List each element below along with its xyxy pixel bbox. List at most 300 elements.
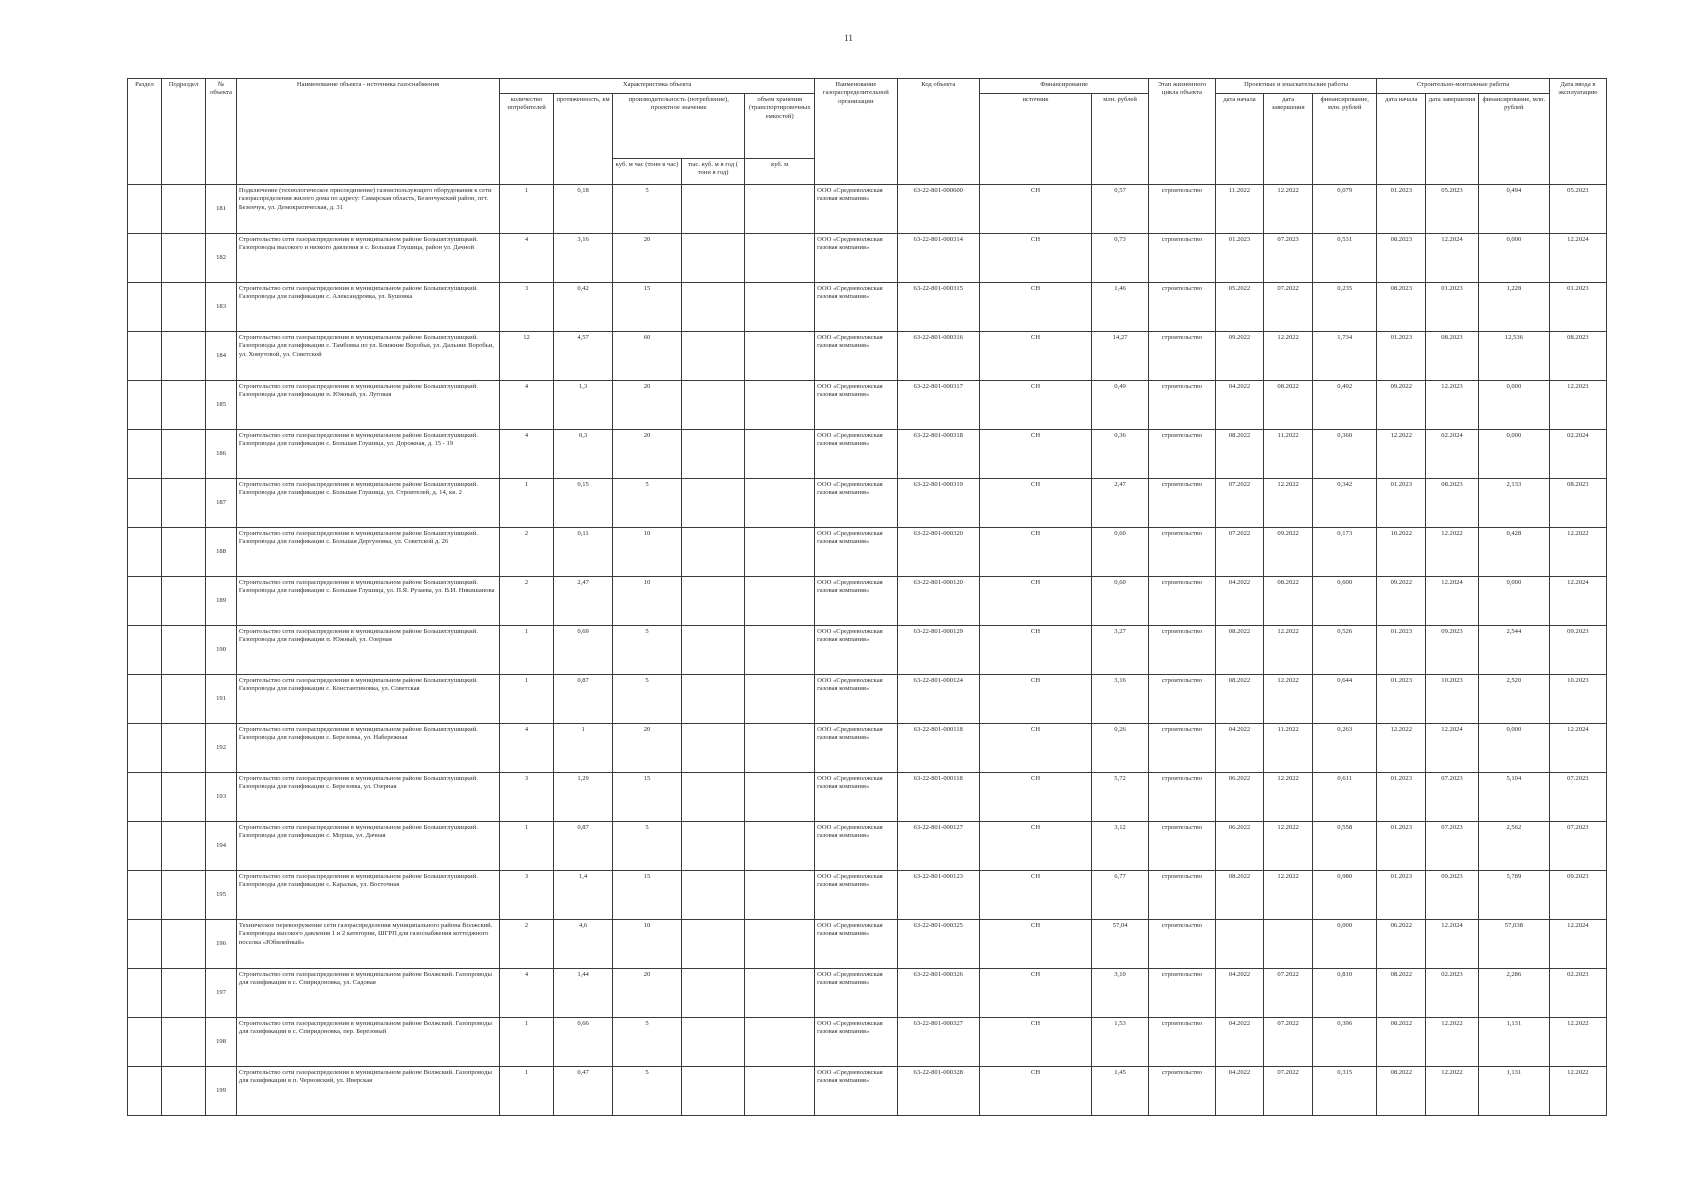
- cell-name: Строительство сети газораспределения в муниципальном районе Волжский. Газопроводы для газификации в с. Спиридоновка, пер. Березовый: [236, 1018, 499, 1067]
- cell-length: 1: [554, 724, 613, 773]
- cell-consumers: 1: [500, 626, 554, 675]
- cell-design-start: 06.2022: [1215, 822, 1264, 871]
- cell-length: 0,47: [554, 1067, 613, 1116]
- cell-num: 182: [206, 234, 237, 283]
- col-org: Наименование газораспределительной организации: [815, 79, 897, 185]
- cell-org: ООО «Средневолжская газовая компания»: [815, 773, 897, 822]
- cell-mln: 1,53: [1092, 1018, 1149, 1067]
- cell-construct-fin: 5,104: [1478, 773, 1549, 822]
- cell-name: Подключение (технологическое присоединение) газоиспользующего оборудования к сети газораспределения жилого дома по адресу: Самарская область, Безенчукский район, пгт. Безенчук, ул. Демократическая, д. 31: [236, 185, 499, 234]
- cell-stage: строительство: [1149, 479, 1216, 528]
- cell-mln: 0,36: [1092, 430, 1149, 479]
- cell-cap-year: [681, 283, 744, 332]
- cell-cap-year: [681, 577, 744, 626]
- col-design-end: дата завершения: [1264, 94, 1313, 185]
- table-row: [128, 1018, 1607, 1067]
- cell-construct-start: 01.2023: [1377, 479, 1426, 528]
- cell-design-fin: 0,600: [1312, 577, 1377, 626]
- col-storage-unit: куб. м: [745, 159, 815, 185]
- cell-stage: строительство: [1149, 822, 1216, 871]
- cell-storage: [745, 871, 815, 920]
- cell-design-fin: 0,810: [1312, 969, 1377, 1018]
- cell-code: 63-22-801-000315: [897, 283, 979, 332]
- table-row: [128, 185, 1607, 234]
- cell-construct-fin: 2,520: [1478, 675, 1549, 724]
- cell-design-fin: 0,980: [1312, 871, 1377, 920]
- cell-code: 63-22-801-000120: [897, 577, 979, 626]
- cell-design-end: 11.2022: [1264, 430, 1313, 479]
- cell-construct-start: 12.2022: [1377, 724, 1426, 773]
- cell-source: СН: [979, 528, 1091, 577]
- cell-design-start: 07.2022: [1215, 479, 1264, 528]
- table-row: [128, 528, 1607, 577]
- cell-code: 63-22-801-000314: [897, 234, 979, 283]
- cell-podrazdel: [161, 1018, 205, 1067]
- cell-design-end: 12.2022: [1264, 626, 1313, 675]
- cell-cap-hour: 60: [613, 332, 682, 381]
- cell-construct-fin: 2,286: [1478, 969, 1549, 1018]
- cell-name: Строительство сети газораспределения в муниципальном районе Большеглушицкий. Газопроводы для газификации с. Константиновка, ул. Советская: [236, 675, 499, 724]
- cell-razdel: [128, 577, 162, 626]
- cell-stage: строительство: [1149, 773, 1216, 822]
- cell-length: 0,42: [554, 283, 613, 332]
- cell-storage: [745, 430, 815, 479]
- cell-name: Строительство сети газораспределения в муниципальном районе Большеглушицкий. Газопроводы для газификации п. Южный, ул. Озерная: [236, 626, 499, 675]
- table-row: [128, 920, 1607, 969]
- cell-name: Строительство сети газораспределения в муниципальном районе Волжский. Газопроводы для газификации в с. Спиридоновка, ул. Садовая: [236, 969, 499, 1018]
- cell-org: ООО «Средневолжская газовая компания»: [815, 920, 897, 969]
- cell-design-end: 12.2022: [1264, 332, 1313, 381]
- cell-num: 192: [206, 724, 237, 773]
- cell-cap-hour: 10: [613, 920, 682, 969]
- cell-design-start: 06.2022: [1215, 773, 1264, 822]
- cell-num: 191: [206, 675, 237, 724]
- cell-cap-year: [681, 773, 744, 822]
- col-design-fin: финансирование, млн. рублей: [1312, 94, 1377, 185]
- cell-construct-fin: 1,228: [1478, 283, 1549, 332]
- cell-cap-year: [681, 626, 744, 675]
- cell-org: ООО «Средневолжская газовая компания»: [815, 332, 897, 381]
- cell-num: 189: [206, 577, 237, 626]
- cell-length: 4,6: [554, 920, 613, 969]
- cell-construct-fin: 5,789: [1478, 871, 1549, 920]
- cell-construct-end: 12.2024: [1426, 724, 1479, 773]
- cell-cap-year: [681, 430, 744, 479]
- cell-construct-end: 12.2024: [1426, 234, 1479, 283]
- cell-design-start: 04.2022: [1215, 577, 1264, 626]
- cell-construct-end: 07.2023: [1426, 773, 1479, 822]
- cell-consumers: 3: [500, 283, 554, 332]
- cell-length: 0,87: [554, 675, 613, 724]
- cell-cap-hour: 20: [613, 969, 682, 1018]
- cell-commission: 07.2023: [1549, 773, 1606, 822]
- cell-construct-start: 01.2023: [1377, 871, 1426, 920]
- col-cap-year: тыс. куб. м в год ( тонн в год): [681, 159, 744, 185]
- cell-source: СН: [979, 332, 1091, 381]
- cell-org: ООО «Средневолжская газовая компания»: [815, 185, 897, 234]
- cell-design-start: 04.2022: [1215, 381, 1264, 430]
- cell-name: Строительство сети газораспределения в муниципальном районе Большеглушицкий. Газопроводы для газификации с. Березовка, ул. Озерная: [236, 773, 499, 822]
- cell-mln: 14,27: [1092, 332, 1149, 381]
- cell-cap-year: [681, 185, 744, 234]
- col-num: № объекта: [206, 79, 237, 185]
- cell-name: Строительство сети газораспределения в муниципальном районе Большеглушицкий. Газопроводы для газификации с. Тамбовка по ул. Ближние Воробьи, ул. Дальние Воробьи, ул. Хомутовой, ул. Советской: [236, 332, 499, 381]
- cell-cap-year: [681, 479, 744, 528]
- gas-objects-table: [127, 78, 1607, 1116]
- cell-consumers: 12: [500, 332, 554, 381]
- cell-source: СН: [979, 1018, 1091, 1067]
- cell-design-end: 08.2022: [1264, 381, 1313, 430]
- cell-source: СН: [979, 234, 1091, 283]
- cell-construct-end: 12.2022: [1426, 528, 1479, 577]
- cell-length: 4,57: [554, 332, 613, 381]
- cell-cap-hour: 10: [613, 577, 682, 626]
- cell-length: 0,11: [554, 528, 613, 577]
- cell-design-fin: 0,531: [1312, 234, 1377, 283]
- cell-num: 184: [206, 332, 237, 381]
- cell-podrazdel: [161, 381, 205, 430]
- cell-construct-start: 01.2023: [1377, 626, 1426, 675]
- cell-mln: 3,10: [1092, 969, 1149, 1018]
- cell-num: 198: [206, 1018, 237, 1067]
- cell-razdel: [128, 675, 162, 724]
- table-row: [128, 283, 1607, 332]
- cell-construct-end: 12.2024: [1426, 920, 1479, 969]
- table-row: [128, 626, 1607, 675]
- cell-storage: [745, 283, 815, 332]
- cell-construct-fin: 1,131: [1478, 1067, 1549, 1116]
- cell-construct-start: 01.2023: [1377, 822, 1426, 871]
- cell-cap-year: [681, 675, 744, 724]
- cell-commission: 12.2024: [1549, 577, 1606, 626]
- cell-cap-hour: 20: [613, 234, 682, 283]
- cell-org: ООО «Средневолжская газовая компания»: [815, 675, 897, 724]
- col-construct: Строительно-монтажные работы: [1377, 79, 1549, 94]
- cell-storage: [745, 626, 815, 675]
- cell-design-fin: 0,558: [1312, 822, 1377, 871]
- cell-org: ООО «Средневолжская газовая компания»: [815, 479, 897, 528]
- cell-num: 193: [206, 773, 237, 822]
- cell-design-end: 11.2022: [1264, 724, 1313, 773]
- cell-construct-end: 12.2022: [1426, 1018, 1479, 1067]
- table-row: [128, 724, 1607, 773]
- cell-construct-fin: 12,536: [1478, 332, 1549, 381]
- cell-cap-year: [681, 724, 744, 773]
- cell-org: ООО «Средневолжская газовая компания»: [815, 430, 897, 479]
- cell-construct-start: 08.2022: [1377, 1018, 1426, 1067]
- cell-commission: 10.2023: [1549, 675, 1606, 724]
- cell-construct-fin: 0,000: [1478, 234, 1549, 283]
- cell-commission: 12.2022: [1549, 528, 1606, 577]
- cell-storage: [745, 1067, 815, 1116]
- cell-design-end: 12.2022: [1264, 675, 1313, 724]
- cell-org: ООО «Средневолжская газовая компания»: [815, 381, 897, 430]
- cell-construct-start: 08.2023: [1377, 234, 1426, 283]
- cell-num: 181: [206, 185, 237, 234]
- cell-stage: строительство: [1149, 381, 1216, 430]
- cell-cap-hour: 15: [613, 871, 682, 920]
- cell-podrazdel: [161, 969, 205, 1018]
- cell-num: 199: [206, 1067, 237, 1116]
- cell-mln: 3,27: [1092, 626, 1149, 675]
- cell-length: 1,44: [554, 969, 613, 1018]
- col-code: Код объекта: [897, 79, 979, 185]
- cell-storage: [745, 773, 815, 822]
- cell-stage: строительство: [1149, 871, 1216, 920]
- cell-consumers: 4: [500, 969, 554, 1018]
- col-source: источник: [979, 94, 1091, 185]
- cell-commission: 07.2023: [1549, 822, 1606, 871]
- cell-org: ООО «Средневолжская газовая компания»: [815, 577, 897, 626]
- cell-name: Строительство сети газораспределения в муниципальном районе Большеглушицкий. Газопроводы для газификации с. Большая Глушица, ул. П.Я. Рузаева, ул. В.И. Никишанова: [236, 577, 499, 626]
- col-commission: Дата ввода в эксплуатацию: [1549, 79, 1606, 185]
- cell-podrazdel: [161, 479, 205, 528]
- page-number: 11: [844, 33, 853, 43]
- cell-design-end: 09.2022: [1264, 528, 1313, 577]
- cell-name: Строительство сети газораспределения в муниципальном районе Большеглушицкий. Газопроводы высокого и низкого давления в с. Большая Глушица, район ул. Дачной: [236, 234, 499, 283]
- cell-storage: [745, 185, 815, 234]
- cell-org: ООО «Средневолжская газовая компания»: [815, 969, 897, 1018]
- cell-num: 188: [206, 528, 237, 577]
- cell-commission: 09.2023: [1549, 871, 1606, 920]
- cell-commission: 02.2023: [1549, 969, 1606, 1018]
- cell-commission: 12.2024: [1549, 234, 1606, 283]
- cell-construct-end: 10.2023: [1426, 675, 1479, 724]
- cell-source: СН: [979, 381, 1091, 430]
- cell-consumers: 4: [500, 381, 554, 430]
- cell-razdel: [128, 283, 162, 332]
- cell-design-fin: 0,173: [1312, 528, 1377, 577]
- cell-construct-fin: 0,000: [1478, 430, 1549, 479]
- cell-construct-fin: 0,000: [1478, 724, 1549, 773]
- cell-source: СН: [979, 577, 1091, 626]
- cell-code: 63-22-801-000326: [897, 969, 979, 1018]
- cell-num: 196: [206, 920, 237, 969]
- cell-construct-fin: 0,494: [1478, 185, 1549, 234]
- cell-mln: 0,57: [1092, 185, 1149, 234]
- cell-mln: 3,16: [1092, 675, 1149, 724]
- cell-commission: 01.2023: [1549, 283, 1606, 332]
- col-razdel: Раздел: [128, 79, 162, 185]
- cell-cap-year: [681, 871, 744, 920]
- cell-design-start: 08.2022: [1215, 675, 1264, 724]
- cell-num: 190: [206, 626, 237, 675]
- cell-design-fin: 0,000: [1312, 920, 1377, 969]
- cell-cap-hour: 10: [613, 528, 682, 577]
- cell-stage: строительство: [1149, 969, 1216, 1018]
- cell-stage: строительство: [1149, 1067, 1216, 1116]
- cell-source: СН: [979, 1067, 1091, 1116]
- cell-mln: 1,45: [1092, 1067, 1149, 1116]
- cell-construct-end: 12.2024: [1426, 577, 1479, 626]
- cell-cap-year: [681, 920, 744, 969]
- cell-source: СН: [979, 724, 1091, 773]
- cell-stage: строительство: [1149, 528, 1216, 577]
- cell-construct-end: 12.2022: [1426, 1067, 1479, 1116]
- cell-commission: 12.2022: [1549, 1067, 1606, 1116]
- col-construct-fin: финансирование, млн. рублей: [1478, 94, 1549, 185]
- cell-design-start: 11.2022: [1215, 185, 1264, 234]
- cell-razdel: [128, 381, 162, 430]
- cell-storage: [745, 332, 815, 381]
- cell-construct-start: 12.2022: [1377, 430, 1426, 479]
- cell-length: 0,15: [554, 479, 613, 528]
- cell-name: Строительство сети газораспределения в муниципальном районе Большеглушицкий. Газопроводы для газификации с. Каралык, ул. Восточная: [236, 871, 499, 920]
- cell-design-fin: 0,342: [1312, 479, 1377, 528]
- cell-length: 3,16: [554, 234, 613, 283]
- cell-name: Строительство сети газораспределения в муниципальном районе Большеглушицкий. Газопроводы для газификации с. Березовка, ул. Набережная: [236, 724, 499, 773]
- cell-storage: [745, 675, 815, 724]
- cell-design-fin: 0,611: [1312, 773, 1377, 822]
- cell-num: 194: [206, 822, 237, 871]
- cell-mln: 5,72: [1092, 773, 1149, 822]
- table-row: [128, 234, 1607, 283]
- cell-length: 2,47: [554, 577, 613, 626]
- cell-design-end: 12.2022: [1264, 185, 1313, 234]
- cell-construct-fin: 0,000: [1478, 577, 1549, 626]
- cell-source: СН: [979, 822, 1091, 871]
- cell-name: Строительство сети газораспределения в муниципальном районе Большеглушицкий. Газопроводы для газификации с. Александровка, ул. Бушовка: [236, 283, 499, 332]
- cell-podrazdel: [161, 626, 205, 675]
- cell-mln: 0,26: [1092, 724, 1149, 773]
- cell-commission: 09.2023: [1549, 626, 1606, 675]
- cell-storage: [745, 1018, 815, 1067]
- cell-razdel: [128, 920, 162, 969]
- cell-design-end: 07.2023: [1264, 234, 1313, 283]
- cell-construct-start: 01.2023: [1377, 675, 1426, 724]
- cell-consumers: 1: [500, 1067, 554, 1116]
- cell-num: 183: [206, 283, 237, 332]
- cell-construct-start: 08.2023: [1377, 283, 1426, 332]
- cell-length: 1,3: [554, 381, 613, 430]
- cell-cap-hour: 5: [613, 1018, 682, 1067]
- cell-design-start: 08.2022: [1215, 430, 1264, 479]
- cell-construct-end: 08.2023: [1426, 479, 1479, 528]
- table-row: [128, 332, 1607, 381]
- cell-stage: строительство: [1149, 283, 1216, 332]
- cell-construct-end: 09.2023: [1426, 626, 1479, 675]
- cell-source: СН: [979, 185, 1091, 234]
- cell-stage: строительство: [1149, 675, 1216, 724]
- cell-design-fin: 0,644: [1312, 675, 1377, 724]
- cell-razdel: [128, 528, 162, 577]
- cell-source: СН: [979, 969, 1091, 1018]
- cell-construct-start: 10.2022: [1377, 528, 1426, 577]
- cell-razdel: [128, 234, 162, 283]
- cell-mln: 57,04: [1092, 920, 1149, 969]
- cell-design-end: 12.2022: [1264, 773, 1313, 822]
- cell-cap-year: [681, 969, 744, 1018]
- cell-design-end: 08.2022: [1264, 577, 1313, 626]
- col-length: протяженность, км: [554, 94, 613, 185]
- cell-commission: 02.2024: [1549, 430, 1606, 479]
- cell-construct-start: 08.2022: [1377, 1067, 1426, 1116]
- cell-code: 63-22-801-000600: [897, 185, 979, 234]
- cell-design-fin: 0,079: [1312, 185, 1377, 234]
- table-body: [128, 185, 1607, 1116]
- cell-name: Строительство сети газораспределения в муниципальном районе Большеглушицкий. Газопроводы для газификации п. Южный, ул. Луговая: [236, 381, 499, 430]
- cell-name: Строительство сети газораспределения в муниципальном районе Большеглушицкий. Газопроводы для газификации с. Большая Глушица, ул. Дорожная, д. 15 - 19: [236, 430, 499, 479]
- cell-razdel: [128, 1067, 162, 1116]
- cell-storage: [745, 479, 815, 528]
- cell-consumers: 2: [500, 577, 554, 626]
- cell-design-start: 05.2022: [1215, 283, 1264, 332]
- cell-consumers: 3: [500, 871, 554, 920]
- cell-source: СН: [979, 283, 1091, 332]
- cell-construct-fin: 57,038: [1478, 920, 1549, 969]
- cell-commission: 08.2023: [1549, 332, 1606, 381]
- cell-stage: строительство: [1149, 920, 1216, 969]
- cell-storage: [745, 381, 815, 430]
- cell-mln: 0,49: [1092, 381, 1149, 430]
- col-cap-hour: куб. м час (тонн в час): [613, 159, 682, 185]
- cell-cap-hour: 15: [613, 283, 682, 332]
- table-row: [128, 430, 1607, 479]
- cell-code: 63-22-801-000118: [897, 724, 979, 773]
- cell-podrazdel: [161, 871, 205, 920]
- table-row: [128, 1067, 1607, 1116]
- cell-length: 0,87: [554, 822, 613, 871]
- cell-source: СН: [979, 479, 1091, 528]
- cell-design-end: 07.2022: [1264, 969, 1313, 1018]
- cell-code: 63-22-801-000118: [897, 773, 979, 822]
- table-row: [128, 773, 1607, 822]
- cell-commission: 12.2023: [1549, 381, 1606, 430]
- cell-podrazdel: [161, 724, 205, 773]
- cell-name: Строительство сети газораспределения в муниципальном районе Большеглушицкий. Газопроводы для газификации с. Большая Глушица, ул. Строителей, д. 14, кв. 2: [236, 479, 499, 528]
- cell-design-fin: 0,235: [1312, 283, 1377, 332]
- cell-design-start: 09.2022: [1215, 332, 1264, 381]
- cell-construct-end: 02.2023: [1426, 969, 1479, 1018]
- cell-mln: 0,60: [1092, 528, 1149, 577]
- cell-org: ООО «Средневолжская газовая компания»: [815, 528, 897, 577]
- cell-razdel: [128, 773, 162, 822]
- cell-stage: строительство: [1149, 185, 1216, 234]
- cell-cap-hour: 20: [613, 381, 682, 430]
- cell-name: Техническое перевооружение сети газораспределения муниципального района Волжский. Газопроводы высокого давления 1 и 2 категории, ШГРП для газоснабжения коттеджного поселка «Юбилейный»: [236, 920, 499, 969]
- cell-construct-start: 08.2022: [1377, 969, 1426, 1018]
- cell-design-fin: 1,734: [1312, 332, 1377, 381]
- cell-consumers: 2: [500, 920, 554, 969]
- cell-stage: строительство: [1149, 577, 1216, 626]
- col-char: Характеристика объекта: [500, 79, 815, 94]
- cell-mln: 3,12: [1092, 822, 1149, 871]
- cell-design-end: 12.2022: [1264, 871, 1313, 920]
- cell-consumers: 1: [500, 822, 554, 871]
- cell-design-start: 07.2022: [1215, 528, 1264, 577]
- cell-construct-end: 12.2023: [1426, 381, 1479, 430]
- cell-length: 1,4: [554, 871, 613, 920]
- cell-org: ООО «Средневолжская газовая компания»: [815, 1018, 897, 1067]
- cell-commission: 12.2024: [1549, 724, 1606, 773]
- col-capacity: производительность (потребление), проектное значение: [613, 94, 745, 159]
- col-storage: объем хранения (транспортировочных емкостей): [745, 94, 815, 159]
- cell-code: 63-22-801-000319: [897, 479, 979, 528]
- cell-code: 63-22-801-000316: [897, 332, 979, 381]
- cell-razdel: [128, 822, 162, 871]
- cell-code: 63-22-801-000327: [897, 1018, 979, 1067]
- cell-cap-hour: 5: [613, 626, 682, 675]
- table-row: [128, 969, 1607, 1018]
- cell-cap-year: [681, 332, 744, 381]
- cell-code: 63-22-801-000317: [897, 381, 979, 430]
- cell-razdel: [128, 626, 162, 675]
- cell-org: ООО «Средневолжская газовая компания»: [815, 871, 897, 920]
- cell-construct-start: 01.2023: [1377, 773, 1426, 822]
- table-row: [128, 822, 1607, 871]
- cell-mln: 0,60: [1092, 577, 1149, 626]
- cell-cap-hour: 5: [613, 675, 682, 724]
